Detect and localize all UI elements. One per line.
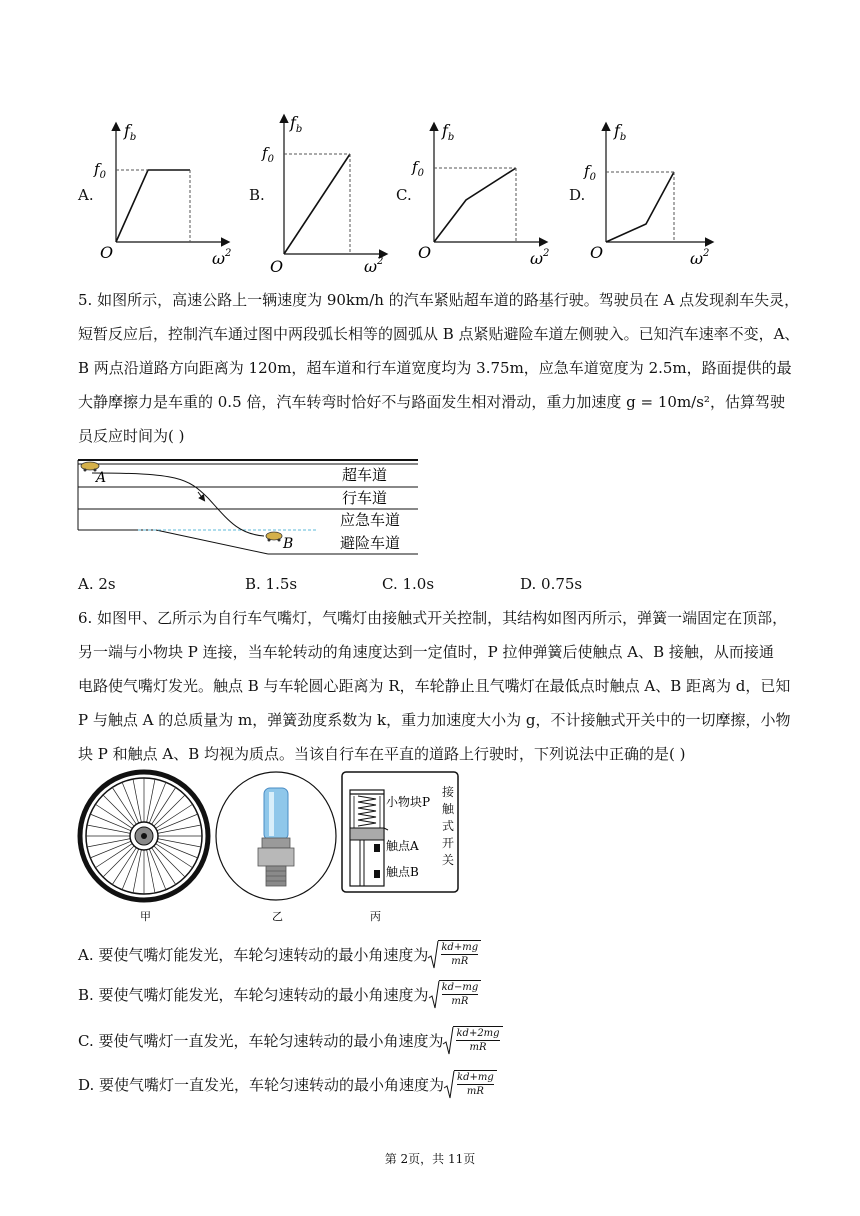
q6-line-5: 块 P 和触点 A、B 均视为质点。当该自行车在平直的道路上行驶时，下列说法中正确的是( ) <box>78 745 686 763</box>
car-b-icon <box>266 532 282 542</box>
switch-contact-b-label: 触点B <box>386 865 419 879</box>
x-label: $\omega^2$ <box>690 248 710 268</box>
y-label: $f_b$ <box>442 121 455 143</box>
q5-line-1: 5. 如图所示，高速公路上一辆速度为 90km/h 的汽车紧贴超车道的路基行驶。驾驶员在 A 点发现刹车失灵， <box>78 291 800 309</box>
q6-line-1: 6. 如图甲、乙所示为自行车气嘴灯，气嘴灯由接触式开关控制，其结构如图丙所示，弹簧一端固定在顶部， <box>78 609 788 627</box>
graph-a-letter: A. <box>78 186 94 204</box>
q6-option-d-num: kd+mg <box>457 1072 494 1083</box>
curve <box>606 172 674 242</box>
graph-b-letter: B. <box>249 186 265 204</box>
q6-option-b <box>78 980 481 1010</box>
y-label: $f_b$ <box>124 121 137 143</box>
lane-driving: 行车道 <box>342 489 388 507</box>
q6-option-a-num: kd+mg <box>441 942 479 953</box>
switch-contact-a-label: 触点A <box>386 839 419 853</box>
graph-b <box>262 110 398 276</box>
q6-option-b-num: kd−mg <box>441 982 479 993</box>
graph-a <box>94 118 240 268</box>
lane-overtake: 超车道 <box>342 466 388 484</box>
origin-label: O <box>100 243 114 262</box>
road-diagram <box>78 456 423 556</box>
f0-label: $f_0$ <box>94 160 106 181</box>
q6-option-b-text: B. 要使气嘴灯能发光，车轮匀速转动的最小角速度为 <box>78 986 429 1004</box>
q6-option-a-den: mR <box>451 956 469 967</box>
curve <box>284 154 350 254</box>
figure-jia-label: 甲 <box>140 910 151 923</box>
origin-label: O <box>270 257 284 276</box>
lane-escape: 避险车道 <box>340 534 401 552</box>
switch-vertical-label: 接触式开关 <box>442 785 455 867</box>
q6-line-4: P 与触点 A 的总质量为 m，弹簧劲度系数为 k，重力加速度大小为 g，不计接触式开关中的一切摩擦，小物 <box>78 711 791 729</box>
valve-light-icon <box>216 772 336 900</box>
curve <box>434 168 516 242</box>
q5-option-a: A. 2s <box>78 575 116 593</box>
x-label: $\omega^2$ <box>364 256 384 276</box>
page-footer: 第 2页，共 11页 <box>384 1152 476 1166</box>
q6-line-3: 电路使气嘴灯发光。触点 B 与车轮圆心距离为 R，车轮静止且气嘴灯在最低点时触点 A、B 距离为 d，已知 <box>78 677 791 695</box>
curve <box>116 170 190 242</box>
origin-label: O <box>590 243 604 262</box>
q6-option-c <box>78 1026 503 1056</box>
q5-option-b: B. 1.5s <box>245 575 298 593</box>
origin-label: O <box>418 243 432 262</box>
f0-label: $f_0$ <box>412 158 424 179</box>
lane-emergency: 应急车道 <box>340 511 401 529</box>
q6-option-b-den: mR <box>451 996 469 1007</box>
bike-figure <box>78 770 468 928</box>
car-path <box>92 473 264 536</box>
q6-option-d-den: mR <box>466 1086 484 1097</box>
q6-option-c-text: C. 要使气嘴灯一直发光，车轮匀速转动的最小角速度为 <box>78 1032 444 1050</box>
graph-d-letter: D. <box>569 186 586 204</box>
sqrt-icon <box>443 1026 502 1056</box>
bicycle-wheel-icon <box>80 772 208 900</box>
f0-label: $f_0$ <box>262 144 274 165</box>
point-b-label: B <box>283 536 294 552</box>
graph-c-letter: C. <box>396 186 412 204</box>
q6-option-a-text: A. 要使气嘴灯能发光，车轮匀速转动的最小角速度为 <box>78 946 429 964</box>
q5-option-d: D. 0.75s <box>520 575 583 593</box>
q6-option-c-den: mR <box>469 1042 487 1053</box>
sqrt-icon <box>429 980 482 1010</box>
y-label: $f_b$ <box>290 113 303 135</box>
q5-option-c: C. 1.0s <box>382 575 435 593</box>
graph-row <box>78 113 838 278</box>
q5-line-3: B 两点沿道路方向距离为 120m，超车道和行车道宽度均为 3.75m，应急车道宽度为 2.5m，路面提供的最 <box>78 359 792 377</box>
figure-yi-label: 乙 <box>272 910 283 923</box>
sqrt-icon <box>444 1070 497 1100</box>
q6-option-d-text: D. 要使气嘴灯一直发光，车轮匀速转动的最小角速度为 <box>78 1076 445 1094</box>
q6-option-d <box>78 1070 497 1100</box>
q6-option-c-num: kd+2mg <box>456 1028 500 1039</box>
switch-block-label: 小物块P <box>386 795 431 809</box>
x-label: $\omega^2$ <box>530 248 550 268</box>
graph-d <box>584 118 730 268</box>
y-label: $f_b$ <box>614 121 627 143</box>
q6-option-a <box>78 940 481 970</box>
f0-label: $f_0$ <box>584 162 596 183</box>
q6-line-2: 另一端与小物块 P 连接，当车轮转动的角速度达到一定值时，P 拉伸弹簧后使触点 A、B 接触，从而接通 <box>78 643 774 661</box>
sqrt-icon <box>428 940 481 970</box>
q5-line-4: 大静摩擦力是车重的 0.5 倍，汽车转弯时恰好不与路面发生相对滑动，重力加速度 g = 10m/s²，估算驾驶 <box>78 393 785 411</box>
q5-line-5: 员反应时间为( ) <box>78 427 185 445</box>
figure-bing-label: 丙 <box>370 910 381 923</box>
q5-line-2: 短暂反应后，控制汽车通过图中两段弧长相等的圆弧从 B 点紧贴避险车道左侧驶入。已知汽车速率不变，A、 <box>78 325 800 343</box>
point-a-label: A <box>96 470 107 486</box>
x-label: $\omega^2$ <box>212 248 232 268</box>
graph-c <box>412 118 558 268</box>
